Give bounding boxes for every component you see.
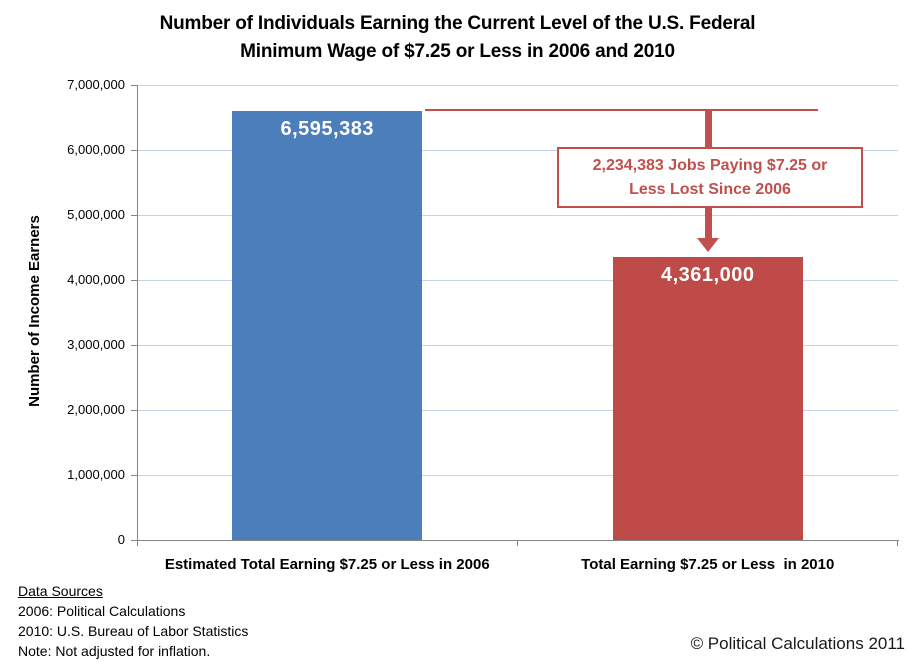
data-sources-block [18, 581, 248, 661]
bar-2006 [232, 111, 422, 540]
y-tick-label: 3,000,000 [67, 337, 125, 352]
data-source-2010: 2010: U.S. Bureau of Labor Statistics [18, 623, 249, 639]
category-label-2006: Estimated Total Earning $7.25 or Less in 2006 [164, 556, 490, 573]
y-tick-label: 2,000,000 [67, 402, 125, 417]
footer-note: Note: Not adjusted for inflation. [18, 643, 211, 659]
x-axis-tick [517, 541, 518, 546]
down-arrow-icon [697, 238, 719, 252]
annotation-arrow-shaft-lower [705, 207, 712, 239]
annotation-box [557, 147, 863, 208]
y-tick-label: 6,000,000 [67, 142, 125, 157]
annotation-line1: 2,234,383 Jobs Paying $7.25 or [592, 157, 828, 174]
y-tick-label: 7,000,000 [67, 77, 125, 92]
chart-title-line2: Minimum Wage of $7.25 or Less in 2006 and 2010 [240, 41, 675, 62]
y-axis-title: Number of Income Earners [26, 215, 43, 407]
x-axis-tick [897, 541, 898, 546]
y-axis-line [137, 85, 138, 546]
data-sources-heading: Data Sources [18, 583, 103, 599]
chart-title-line1: Number of Individuals Earning the Current Level of the U.S. Federal [159, 13, 756, 34]
annotation-arrow-shaft-upper [705, 110, 712, 148]
annotation-line2: Less Lost Since 2006 [629, 181, 791, 198]
copyright-text: © Political Calculations 2011 [690, 634, 905, 653]
annotation-connector-line [425, 109, 818, 111]
y-tick-label: 5,000,000 [67, 207, 125, 222]
gridline [138, 85, 898, 86]
bar-value-label: 6,595,383 [280, 118, 374, 141]
x-axis-line [137, 540, 899, 541]
bar-2010 [613, 257, 803, 540]
y-tick-label: 0 [117, 532, 125, 547]
y-tick-label: 4,000,000 [67, 272, 125, 287]
category-label-2010: Total Earning $7.25 or Less in 2010 [581, 556, 835, 573]
y-tick-label: 1,000,000 [67, 467, 125, 482]
data-source-2006: 2006: Political Calculations [18, 603, 186, 619]
bar-value-label: 4,361,000 [661, 263, 755, 286]
